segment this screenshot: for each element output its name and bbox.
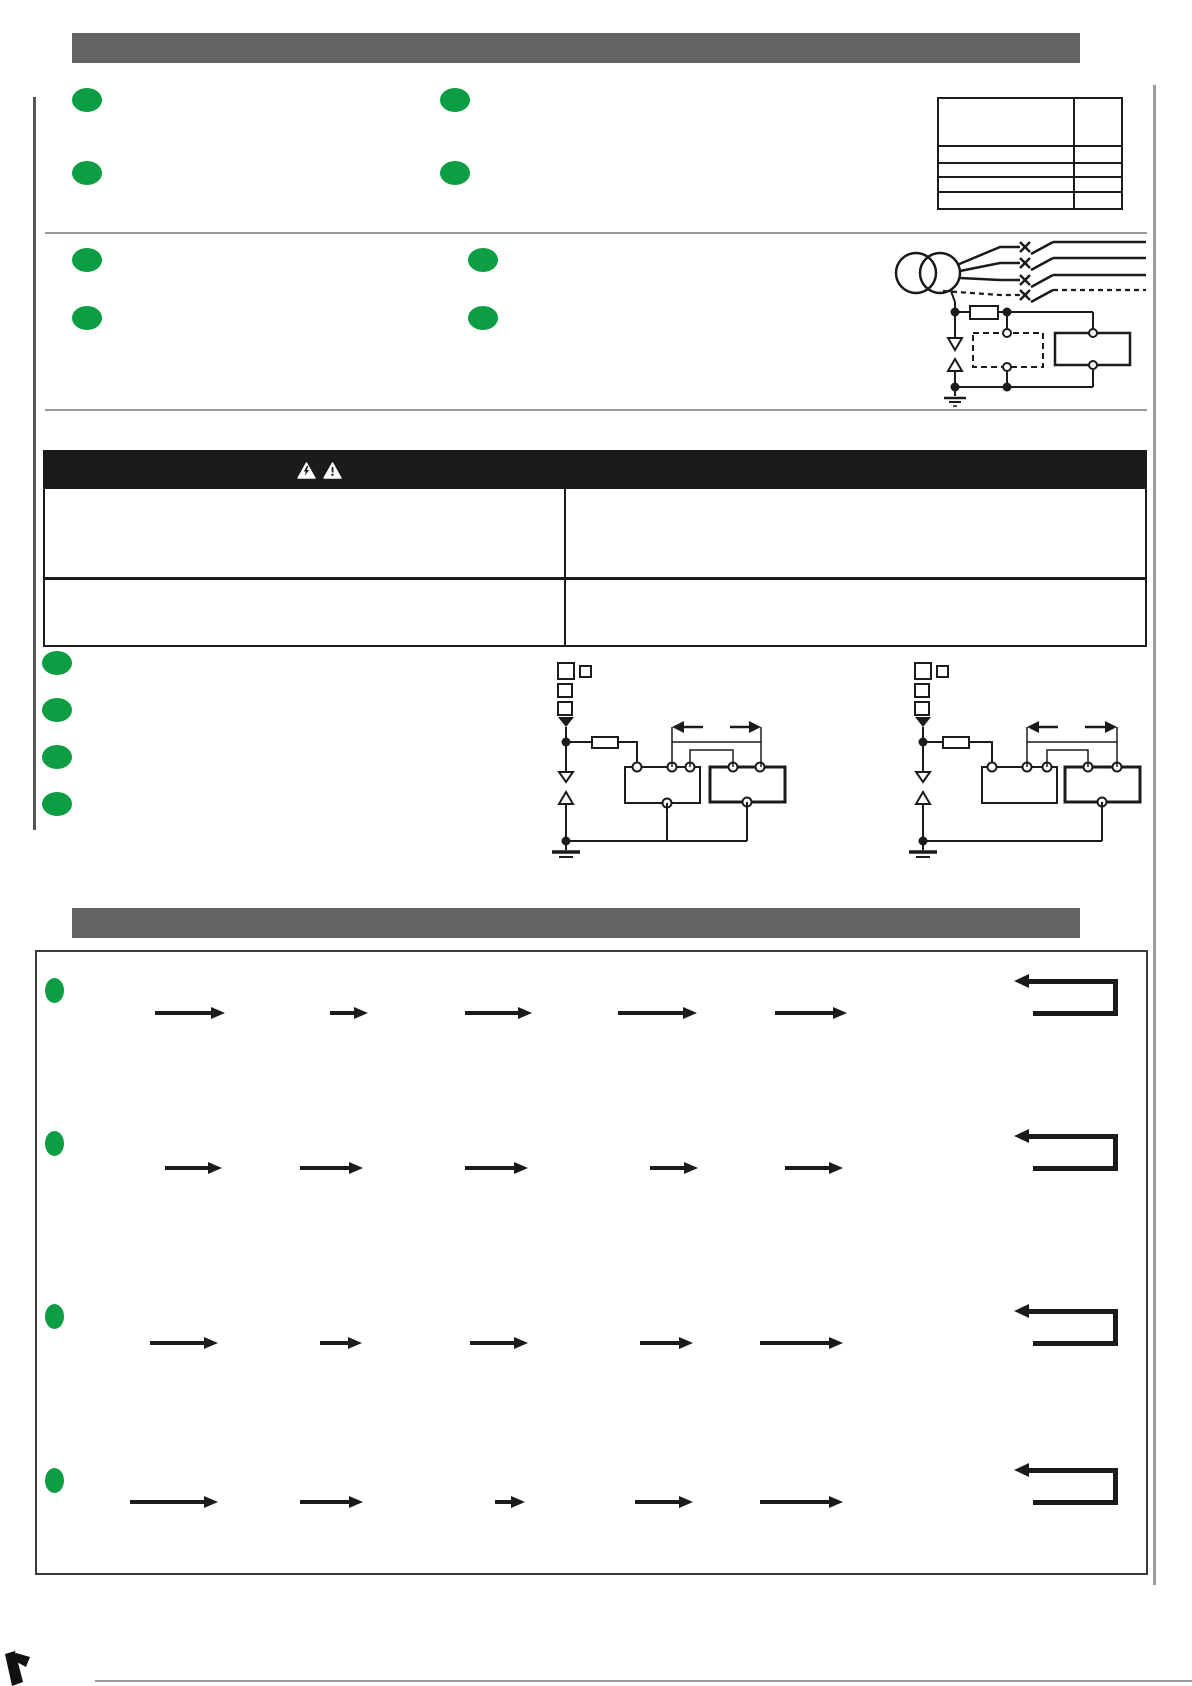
flow-arrow-head bbox=[679, 1337, 693, 1349]
fuse bbox=[592, 737, 618, 748]
ct-box-2 bbox=[710, 763, 785, 807]
flow-arrow-head bbox=[354, 1007, 368, 1019]
flow-arrow-head bbox=[349, 1496, 363, 1508]
flow-arrow-shaft bbox=[300, 1500, 350, 1504]
feed-arrow-icon bbox=[558, 717, 574, 727]
ct-wiring-left bbox=[552, 663, 785, 857]
spec-table-col-line bbox=[1073, 99, 1075, 208]
polarity-arrows bbox=[672, 721, 761, 767]
crossover-link bbox=[690, 750, 733, 767]
loop-return-arrow-head bbox=[1014, 1463, 1029, 1477]
green-step-bullet bbox=[440, 88, 470, 112]
ground-symbol bbox=[909, 841, 937, 857]
flow-arrow-shaft bbox=[320, 1341, 349, 1345]
loop-return-arrow-top bbox=[1029, 1309, 1118, 1314]
green-step-bullet bbox=[45, 1131, 64, 1156]
green-step-bullet bbox=[468, 306, 498, 330]
flow-arrow-head bbox=[204, 1337, 218, 1349]
crossover-link bbox=[1047, 750, 1088, 767]
loop-return-arrow-head bbox=[1014, 1129, 1029, 1143]
flow-arrow-head bbox=[829, 1337, 843, 1349]
green-step-bullet bbox=[440, 161, 470, 185]
spec-table-row-line bbox=[939, 145, 1121, 147]
flow-arrow-shaft bbox=[618, 1011, 684, 1015]
flow-arrow-head bbox=[211, 1007, 225, 1019]
flow-arrow-shaft bbox=[635, 1500, 680, 1504]
voltage-arrow-up-icon bbox=[916, 792, 930, 804]
terminal-squares bbox=[915, 663, 948, 715]
spec-table bbox=[937, 97, 1123, 210]
green-step-bullet bbox=[72, 88, 102, 112]
section1-left-border bbox=[33, 97, 36, 830]
warning-panel-header bbox=[45, 452, 1145, 489]
flow-arrow-shaft bbox=[760, 1341, 830, 1345]
device-box bbox=[1055, 329, 1130, 369]
loop-return-arrow-bottom bbox=[1033, 1011, 1118, 1016]
green-step-bullet bbox=[42, 745, 72, 769]
flow-arrow-shaft bbox=[330, 1011, 355, 1015]
flow-arrow-shaft bbox=[130, 1500, 205, 1504]
loop-return-arrow-head bbox=[1014, 1304, 1029, 1318]
footer-logo-fragment bbox=[2, 1646, 34, 1686]
green-step-bullet bbox=[45, 978, 64, 1003]
feed-arrow-icon bbox=[915, 717, 931, 727]
flow-arrow-shaft bbox=[165, 1166, 209, 1170]
green-step-bullet bbox=[42, 651, 72, 675]
flow-arrow-shaft bbox=[640, 1341, 680, 1345]
loop-return-arrow-head bbox=[1014, 974, 1029, 988]
fuse bbox=[970, 306, 998, 319]
voltage-arrow-up-icon bbox=[559, 792, 573, 804]
flow-arrow-shaft bbox=[470, 1341, 515, 1345]
loop-return-arrow-top bbox=[1029, 1134, 1118, 1139]
flow-arrow-shaft bbox=[300, 1166, 350, 1170]
loop-return-arrow-top bbox=[1029, 1468, 1118, 1473]
green-step-bullet bbox=[45, 1304, 64, 1329]
green-step-bullet bbox=[468, 248, 498, 272]
flow-arrow-head bbox=[833, 1007, 847, 1019]
warning-col-divider bbox=[564, 489, 566, 645]
flow-arrow-shaft bbox=[155, 1011, 212, 1015]
flow-arrow-shaft bbox=[495, 1500, 512, 1504]
green-step-bullet bbox=[42, 792, 72, 816]
ct-box-2 bbox=[1065, 763, 1140, 807]
flow-arrow-head bbox=[349, 1162, 363, 1174]
flow-arrow-shaft bbox=[650, 1166, 685, 1170]
flow-arrow-head bbox=[204, 1496, 218, 1508]
loop-return-arrow-bottom bbox=[1033, 1166, 1118, 1171]
ct-box-1 bbox=[625, 763, 700, 808]
flow-arrow-head bbox=[348, 1337, 362, 1349]
flow-arrow-shaft bbox=[465, 1166, 515, 1170]
flow-arrow-shaft bbox=[150, 1341, 205, 1345]
voltage-arrow-down-icon bbox=[559, 772, 573, 782]
terminal-squares bbox=[558, 663, 591, 715]
transformer-coils bbox=[896, 253, 960, 293]
device-wiring bbox=[951, 308, 1094, 392]
flow-arrow-head bbox=[514, 1337, 528, 1349]
flow-arrow-head bbox=[208, 1162, 222, 1174]
green-step-bullet bbox=[45, 1468, 64, 1493]
flow-arrow-head bbox=[684, 1162, 698, 1174]
flow-arrow-head bbox=[514, 1162, 528, 1174]
warning-panel bbox=[43, 450, 1147, 647]
green-step-bullet bbox=[72, 161, 102, 185]
flow-arrow-shaft bbox=[465, 1011, 519, 1015]
ground-symbol bbox=[552, 841, 580, 857]
ct-wiring-diagrams bbox=[540, 650, 1155, 865]
general-warning-icon bbox=[323, 462, 342, 479]
transformer-circuit-diagram bbox=[870, 232, 1155, 412]
flow-arrow-head bbox=[829, 1162, 843, 1174]
footer-rule bbox=[95, 1680, 1192, 1682]
spec-table-row-line bbox=[939, 162, 1121, 164]
green-step-bullet bbox=[42, 698, 72, 722]
surge-arrester-dashed-box bbox=[973, 329, 1043, 371]
flow-arrow-head bbox=[829, 1496, 843, 1508]
loop-return-arrow-bottom bbox=[1033, 1341, 1118, 1346]
flow-arrow-head bbox=[683, 1007, 697, 1019]
voltage-arrow-down-icon bbox=[948, 338, 962, 350]
polarity-arrows bbox=[1027, 721, 1117, 767]
neutral-drop-wire bbox=[951, 291, 971, 317]
spec-table-row-line bbox=[939, 176, 1121, 178]
section2-panel bbox=[35, 950, 1148, 1575]
voltage-arrow-up-icon bbox=[948, 359, 962, 371]
section2-title-bar bbox=[72, 908, 1080, 938]
voltage-arrow-down-icon bbox=[916, 772, 930, 782]
flow-arrow-head bbox=[679, 1496, 693, 1508]
loop-return-arrow-bottom bbox=[1033, 1500, 1118, 1505]
spec-table-row-line bbox=[939, 191, 1121, 193]
breaker-contacts bbox=[943, 242, 1146, 302]
flow-arrow-head bbox=[518, 1007, 532, 1019]
flow-arrow-shaft bbox=[760, 1500, 830, 1504]
green-step-bullet bbox=[72, 248, 102, 272]
ground-symbol bbox=[944, 371, 966, 406]
fuse bbox=[943, 737, 969, 748]
ct-box-1 bbox=[982, 763, 1057, 804]
section1-title-bar bbox=[72, 33, 1080, 63]
green-step-bullet bbox=[72, 306, 102, 330]
flow-arrow-shaft bbox=[785, 1166, 830, 1170]
flow-arrow-shaft bbox=[775, 1011, 834, 1015]
ct-wiring-right bbox=[909, 663, 1140, 857]
warning-row-divider bbox=[45, 577, 1145, 580]
loop-return-arrow-top bbox=[1029, 979, 1118, 984]
electrical-hazard-warning-icon bbox=[297, 462, 316, 479]
flow-arrow-head bbox=[511, 1496, 525, 1508]
